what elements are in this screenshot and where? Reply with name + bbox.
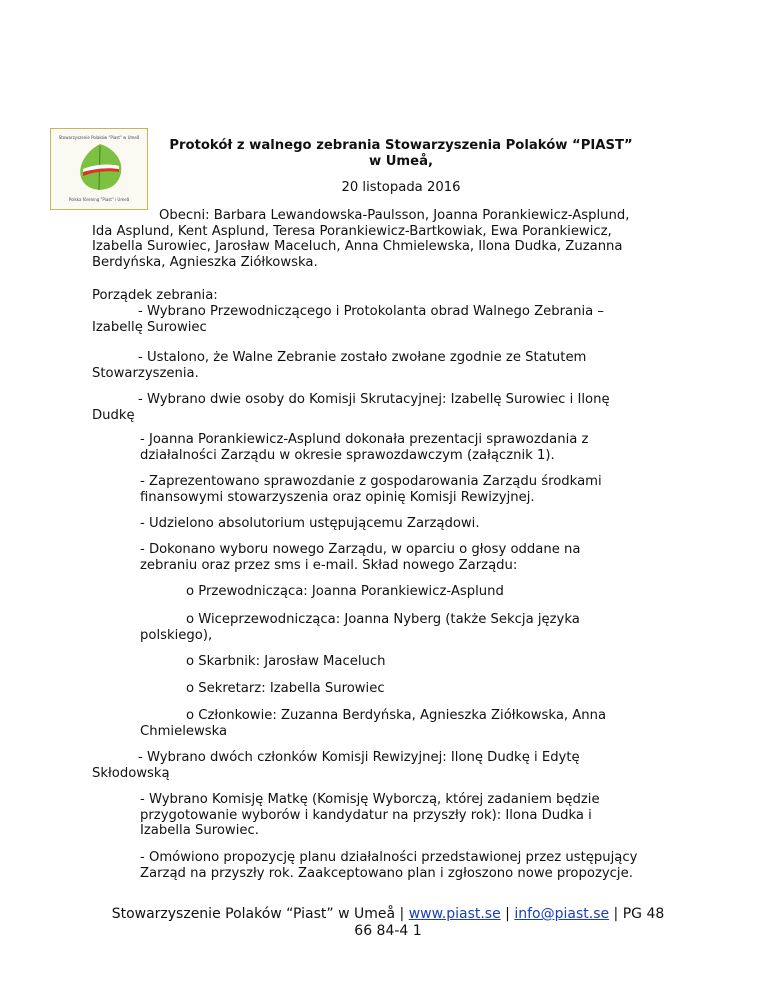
document-title: Protokół z walnego zebrania Stowarzyszenia Polaków “PIAST” w Umeå, xyxy=(169,138,633,169)
meeting-date: 20 listopada 2016 xyxy=(341,180,461,195)
board-member: o Wiceprzewodnicząca: Joanna Nyberg (także Sekcja języka polskiego), xyxy=(140,612,580,643)
footer-separator: | xyxy=(500,906,515,922)
list-item: - Wybrano Przewodniczącego i Protokolanta obrad Walnego Zebrania – Izabellę Surowiec xyxy=(92,304,604,335)
list-item: - Joanna Porankiewicz-Asplund dokonała prezentacji sprawozdania z działalności Zarządu w okresie sprawozdawczym (załącznik 1). xyxy=(140,432,589,463)
list-item: - Omówiono propozycję planu działalności przedstawionej przez ustępujący Zarząd na przyszły rok. Zaakceptowano plan i zgłoszono nowe propozycje. xyxy=(140,850,638,881)
board-member: o Członkowie: Zuzanna Berdyńska, Agnieszka Ziółkowska, Anna Chmielewska xyxy=(140,708,607,739)
board-member: o Przewodnicząca: Joanna Porankiewicz-Asplund xyxy=(186,584,504,599)
logo-caption-top: Stowarzyszenie Polaków "Piast" w Umeå xyxy=(58,135,140,140)
attendees-paragraph: Obecni: Barbara Lewandowska-Paulsson, Joanna Porankiewicz-Asplund, Ida Asplund, Kent Asplund, Teresa Porankiewicz-Bartkowiak, Ewa Porankiewicz, Izabella Surowiec, Jarosław Maceluch, Anna Chmielewska, Ilona Dudka, Zuzanna Berdyńska, Agnieszka Ziółkowska. xyxy=(92,208,630,270)
list-item: - Wybrano Komisję Matkę (Komisję Wyborczą, której zadaniem będzie przygotowanie wyborów i kandydatur na przyszły rok): Ilona Dudka i Izabella Surowiec. xyxy=(140,792,600,839)
leaf-icon xyxy=(73,142,127,194)
list-item: - Wybrano dwóch członków Komisji Rewizyjnej: Ilonę Dudkę i Edytę Skłodowską xyxy=(92,750,580,781)
logo-caption-bottom: Polska förening "Piast" i Umeå xyxy=(68,197,130,202)
board-member: o Skarbnik: Jarosław Maceluch xyxy=(186,654,386,669)
list-item: - Wybrano dwie osoby do Komisji Skrutacyjnej: Izabellę Surowiec i Ilonę Dudkę xyxy=(92,392,610,423)
page-footer xyxy=(92,906,684,939)
footer-org: Stowarzyszenie Polaków “Piast” w Umeå | xyxy=(111,906,409,922)
website-link[interactable]: www.piast.se xyxy=(408,906,501,922)
email-link[interactable]: info@piast.se xyxy=(514,906,610,922)
list-item: - Ustalono, że Walne Zebranie zostało zwołane zgodnie ze Statutem Stowarzyszenia. xyxy=(92,350,587,381)
footer-account: | PG 48 xyxy=(609,906,665,922)
list-item: - Udzielono absolutorium ustępującemu Zarządowi. xyxy=(140,516,480,531)
footer-account-line2: 66 84-4 1 xyxy=(354,922,422,939)
list-item: - Dokonano wyboru nowego Zarządu, w oparciu o głosy oddane na zebraniu oraz przez sms i e-mail. Skład nowego Zarządu: xyxy=(140,542,581,573)
board-member: o Sekretarz: Izabella Surowiec xyxy=(186,681,385,696)
association-logo xyxy=(50,128,148,210)
list-item: - Zaprezentowano sprawozdanie z gospodarowania Zarządu środkami finansowymi stowarzyszenia oraz opinię Komisji Rewizyjnej. xyxy=(140,474,602,505)
agenda-heading: Porządek zebrania: xyxy=(92,288,218,303)
